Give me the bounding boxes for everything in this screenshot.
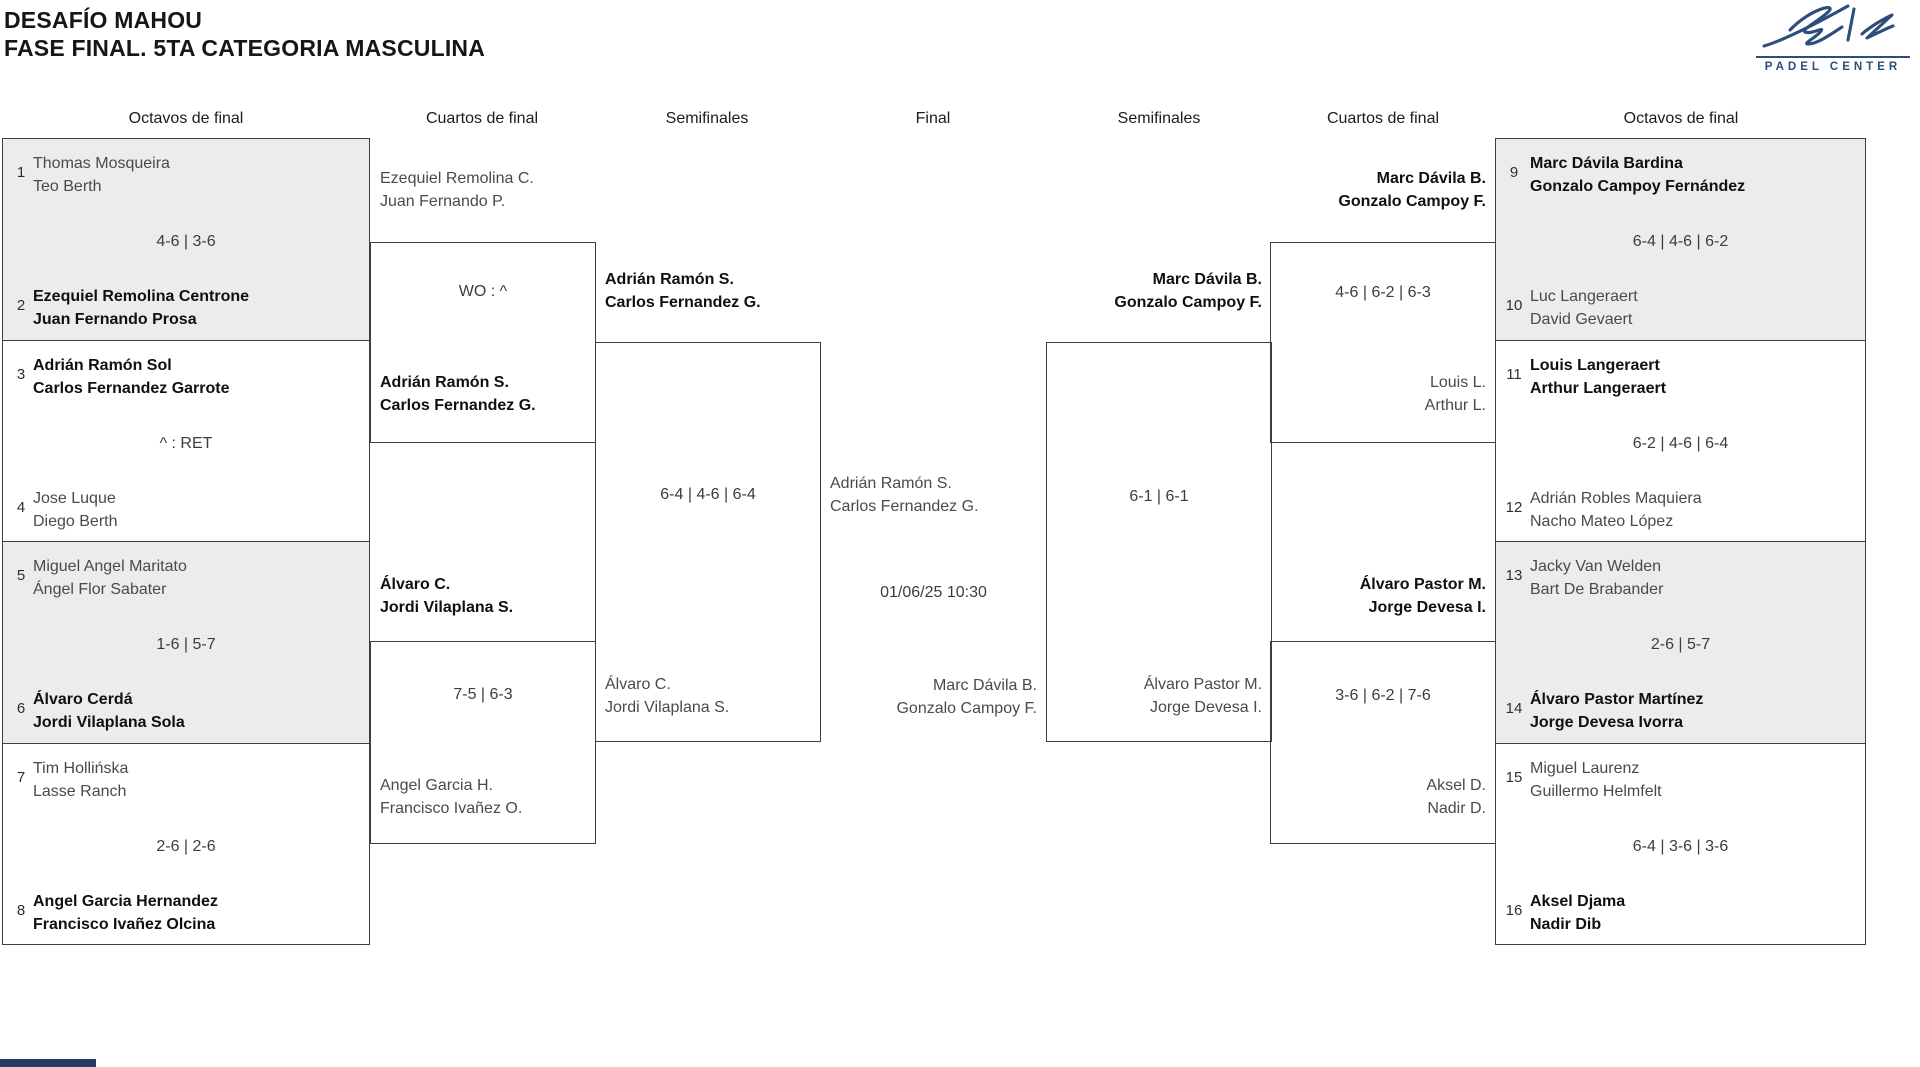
team-pair-winner bbox=[3, 285, 361, 331]
team-pair-winner bbox=[3, 354, 361, 400]
team-pair bbox=[1496, 285, 1857, 331]
sf-right-score: 6-1 | 6-1 bbox=[1129, 488, 1189, 505]
team-player-1: Miguel Angel Maritato bbox=[33, 558, 187, 575]
qf-left-1-score: WO : ^ bbox=[458, 283, 508, 300]
seed-number: 2 bbox=[16, 297, 26, 314]
r16-right-match-2 bbox=[1496, 341, 1865, 543]
match-score: 4-6 | 3-6 bbox=[156, 233, 216, 250]
team-player-1: Angel Garcia H. bbox=[380, 777, 493, 794]
qf-left-2-team-top bbox=[380, 573, 513, 619]
team-player-1: Angel Garcia Hernandez bbox=[33, 892, 218, 910]
team-player-1: Luc Langeraert bbox=[1530, 288, 1638, 305]
seed-number: 6 bbox=[16, 700, 26, 717]
team-player-2: Gonzalo Campoy F. bbox=[1114, 294, 1262, 311]
seed-number: 8 bbox=[16, 901, 26, 919]
team-player-1: Tim Hollińska bbox=[33, 759, 129, 777]
r16-right-bracket-box bbox=[1495, 138, 1866, 945]
bela-logo bbox=[1750, 2, 1916, 74]
final-team-bottom bbox=[820, 674, 1037, 720]
team-player-1: Marc Dávila B. bbox=[1152, 271, 1262, 288]
team-player-1: Jose Luque bbox=[33, 489, 116, 507]
qf-right-2-team-bottom bbox=[1260, 774, 1486, 820]
r16-right-match-3 bbox=[1496, 542, 1865, 744]
sf-right-team-bottom bbox=[1040, 673, 1262, 719]
team-player-2: Lasse Ranch bbox=[33, 782, 127, 800]
r16-left-match-3 bbox=[3, 542, 369, 744]
seed-number: 11 bbox=[1506, 365, 1522, 383]
team-player-1: Aksel D. bbox=[1426, 777, 1486, 794]
logo-divider bbox=[1756, 56, 1910, 58]
team-player-1: Adrián Ramón S. bbox=[380, 374, 509, 391]
team-player-2: Francisco Ivañez Olcina bbox=[33, 915, 216, 933]
match-score: 2-6 | 5-7 bbox=[1650, 636, 1711, 653]
team-player-2: Teo Berth bbox=[33, 178, 102, 195]
team-player-2: Ángel Flor Sabater bbox=[33, 581, 167, 598]
team-player-2: David Gevaert bbox=[1530, 311, 1633, 328]
team-player-2: Gonzalo Campoy F. bbox=[1338, 193, 1486, 210]
seed-number: 1 bbox=[16, 164, 26, 181]
qf-right-1-score: 4-6 | 6-2 | 6-3 bbox=[1335, 284, 1431, 301]
seed-number: 12 bbox=[1505, 498, 1523, 516]
team-player-1: Marc Dávila Bardina bbox=[1530, 155, 1683, 172]
team-player-2: Nadir D. bbox=[1427, 800, 1486, 817]
round-header-semis-right: Semifinales bbox=[1117, 110, 1201, 127]
title-line-1: DESAFÍO MAHOU bbox=[4, 7, 203, 33]
team-player-2: Arthur Langeraert bbox=[1530, 379, 1667, 397]
qf-left-1-team-bottom bbox=[380, 371, 536, 417]
team-player-2: Guillermo Helmfelt bbox=[1530, 782, 1662, 800]
round-header-cuartos-right: Cuartos de final bbox=[1326, 110, 1440, 127]
team-pair-winner bbox=[1496, 354, 1857, 400]
bottom-edge-strip bbox=[0, 1059, 96, 1067]
team-player-1: Adrián Ramón S. bbox=[605, 271, 734, 288]
match-score: 1-6 | 5-7 bbox=[156, 636, 216, 653]
team-player-2: Francisco Ivañez O. bbox=[380, 800, 523, 817]
team-player-2: Carlos Fernandez G. bbox=[605, 294, 761, 311]
page-title bbox=[4, 6, 485, 62]
padel-center-wordmark: PADEL CENTER bbox=[1764, 61, 1902, 73]
match-score: 6-4 | 3-6 | 3-6 bbox=[1632, 837, 1729, 855]
team-player-1: Marc Dávila B. bbox=[932, 677, 1037, 694]
qf-right-1-team-top bbox=[1260, 167, 1486, 213]
team-player-1: Adrián Ramón S. bbox=[830, 475, 952, 492]
title-line-2: FASE FINAL. 5TA CATEGORIA MASCULINA bbox=[4, 35, 486, 61]
team-player-2: Jordi Vilaplana Sola bbox=[33, 714, 185, 731]
team-pair bbox=[1496, 757, 1857, 803]
team-pair bbox=[3, 757, 361, 803]
team-player-1: Marc Dávila B. bbox=[1376, 170, 1486, 187]
team-player-1: Álvaro Pastor M. bbox=[1143, 676, 1262, 693]
r16-left-bracket-box bbox=[2, 138, 370, 945]
team-player-2: Nadir Dib bbox=[1530, 915, 1602, 933]
seed-number: 9 bbox=[1509, 164, 1519, 181]
r16-left-match-4 bbox=[3, 744, 369, 945]
team-player-2: Arthur L. bbox=[1424, 397, 1486, 414]
sf-left-team-top bbox=[605, 268, 761, 314]
team-pair bbox=[1496, 487, 1857, 533]
team-player-1: Adrián Ramón Sol bbox=[33, 356, 172, 374]
sf-right-team-top bbox=[1040, 268, 1262, 314]
team-pair bbox=[3, 487, 361, 533]
team-player-1: Álvaro C. bbox=[605, 676, 671, 693]
team-player-1: Ezequiel Remolina Centrone bbox=[33, 288, 250, 305]
seed-number: 13 bbox=[1505, 567, 1523, 584]
final-team-top bbox=[830, 472, 979, 518]
match-score: ^ : RET bbox=[159, 434, 213, 452]
team-player-2: Carlos Fernandez G. bbox=[380, 397, 536, 414]
match-score: 2-6 | 2-6 bbox=[156, 837, 216, 855]
team-pair-winner bbox=[1496, 890, 1857, 936]
team-player-2: Nacho Mateo López bbox=[1530, 512, 1674, 530]
team-player-2: Carlos Fernandez G. bbox=[830, 498, 979, 515]
r16-right-match-1 bbox=[1496, 139, 1865, 341]
team-player-2: Jorge Devesa I. bbox=[1368, 599, 1486, 616]
qf-right-2-score: 3-6 | 6-2 | 7-6 bbox=[1335, 687, 1431, 704]
team-player-1: Jacky Van Welden bbox=[1530, 558, 1662, 575]
qf-right-2-team-top bbox=[1260, 573, 1486, 619]
team-player-1: Álvaro Pastor M. bbox=[1359, 576, 1486, 593]
team-player-1: Louis L. bbox=[1429, 374, 1486, 391]
seed-number: 16 bbox=[1505, 901, 1523, 919]
round-header-cuartos-left: Cuartos de final bbox=[425, 110, 539, 127]
r16-right-match-4 bbox=[1496, 744, 1865, 945]
seed-number: 10 bbox=[1505, 297, 1523, 314]
team-player-1: Louis Langeraert bbox=[1530, 356, 1660, 374]
round-header-octavos-left: Octavos de final bbox=[128, 110, 244, 127]
team-player-2: Diego Berth bbox=[33, 512, 118, 530]
team-player-1: Álvaro Pastor Martínez bbox=[1530, 691, 1704, 708]
team-player-1: Miguel Laurenz bbox=[1530, 759, 1640, 777]
team-player-2: Bart De Brabander bbox=[1530, 581, 1664, 598]
round-header-octavos-right: Octavos de final bbox=[1623, 110, 1739, 127]
team-player-2: Jorge Devesa I. bbox=[1149, 699, 1262, 716]
round-header-semis-left: Semifinales bbox=[665, 110, 749, 127]
qf-left-1-team-top bbox=[380, 167, 534, 213]
team-player-2: Carlos Fernandez Garrote bbox=[33, 379, 230, 397]
team-player-1: Thomas Mosqueira bbox=[33, 155, 170, 172]
team-player-2: Gonzalo Campoy F. bbox=[896, 700, 1037, 717]
round-header-final: Final bbox=[915, 110, 951, 127]
team-pair bbox=[1496, 555, 1857, 601]
qf-left-2-team-bottom bbox=[380, 774, 522, 820]
seed-number: 3 bbox=[16, 365, 26, 383]
team-player-2: Jorge Devesa Ivorra bbox=[1530, 714, 1683, 731]
final-schedule: 01/06/25 10:30 bbox=[880, 584, 987, 601]
bela-signature-icon bbox=[1750, 2, 1916, 50]
seed-number: 5 bbox=[16, 567, 26, 584]
team-player-1: Aksel Djama bbox=[1530, 892, 1626, 910]
sf-left-score: 6-4 | 4-6 | 6-4 bbox=[660, 486, 756, 503]
team-pair-winner bbox=[3, 688, 361, 734]
team-player-2: Juan Fernando Prosa bbox=[33, 311, 197, 328]
team-player-2: Juan Fernando P. bbox=[380, 193, 506, 210]
seed-number: 15 bbox=[1505, 768, 1523, 786]
team-pair-winner bbox=[1496, 152, 1857, 198]
qf-right-1-team-bottom bbox=[1260, 371, 1486, 417]
team-player-2: Jordi Vilaplana S. bbox=[380, 599, 514, 616]
team-player-2: Gonzalo Campoy Fernández bbox=[1530, 178, 1746, 195]
team-player-1: Álvaro Cerdá bbox=[33, 691, 133, 708]
team-player-1: Álvaro C. bbox=[380, 576, 451, 593]
team-pair-winner bbox=[1496, 688, 1857, 734]
team-player-1: Adrián Robles Maquiera bbox=[1530, 489, 1702, 507]
team-player-1: Ezequiel Remolina C. bbox=[380, 170, 534, 187]
team-player-2: Jordi Vilaplana S. bbox=[605, 699, 730, 716]
team-pair bbox=[3, 555, 361, 601]
team-pair bbox=[3, 152, 361, 198]
seed-number: 4 bbox=[16, 498, 26, 516]
r16-left-match-1 bbox=[3, 139, 369, 341]
team-pair-winner bbox=[3, 890, 361, 936]
qf-left-2-score: 7-5 | 6-3 bbox=[453, 686, 513, 703]
match-score: 6-2 | 4-6 | 6-4 bbox=[1632, 434, 1729, 452]
sf-left-team-bottom bbox=[605, 673, 729, 719]
r16-left-match-2 bbox=[3, 341, 369, 543]
match-score: 6-4 | 4-6 | 6-2 bbox=[1632, 233, 1729, 250]
seed-number: 14 bbox=[1505, 700, 1523, 717]
seed-number: 7 bbox=[16, 768, 26, 786]
